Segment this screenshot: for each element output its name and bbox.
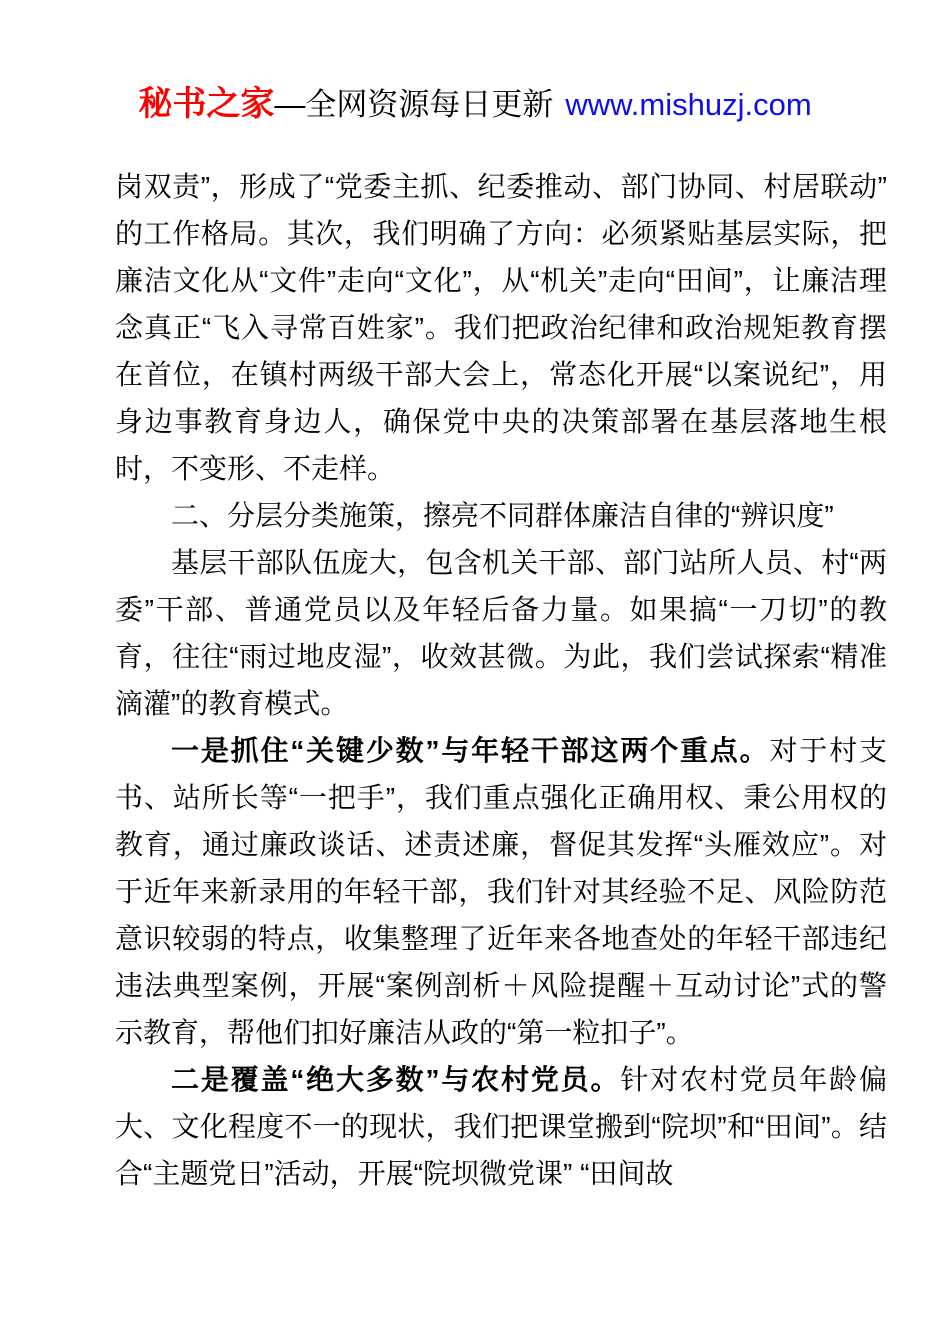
paragraph-text: 岗双责”，形成了“党委主抓、纪委推动、部门协同、村居联动”的工作格局。其次，我们明确了方向：必须紧贴基层实际，把廉洁文化从“文件”走向“文化”，从“机关”走向“田间”，让廉洁理念真正“飞入寻常百姓家”。我们把政治纪律和政治规矩教育摆在首位，在镇村两级干部大会上，常态化开展“以案说纪”，用身边事教育身边人，确保党中央的决策部署在基层落地生根时，不变形、不走样。 [115, 171, 887, 484]
site-brand: 秘书之家 [138, 85, 275, 123]
document-body [115, 163, 887, 1197]
paragraph-text: 基层干部队伍庞大，包含机关干部、部门站所人员、村“两委”干部、普通党员以及年轻后备力量。如果搞“一刀切”的教育，往往“雨过地皮湿”，收效甚微。为此，我们尝试探索“精准滴灌”的教育模式。 [115, 547, 887, 719]
paragraph-point-one [115, 727, 887, 1056]
paragraph-overview [115, 539, 887, 727]
site-tagline: —全网资源每日更新 [274, 87, 554, 122]
paragraph-point-two [115, 1056, 887, 1197]
section-heading-2 [115, 492, 887, 539]
paragraph-bold-lead: 一是抓住“关键少数”与年轻干部这两个重点。 [171, 735, 770, 766]
paragraph-text: 对于村支书、站所长等“一把手”，我们重点强化正确用权、秉公用权的教育，通过廉政谈话、述责述廉，督促其发挥“头雁效应”。对于近年来新录用的年轻干部，我们针对其经验不足、风险防范意识较弱的特点，收集整理了近年来各地查处的年轻干部违纪违法典型案例，开展“案例剖析＋风险提醒＋互动讨论”式的警示教育，帮他们扣好廉洁从政的“第一粒扣子”。 [115, 735, 887, 1048]
paragraph-bold-lead: 二是覆盖“绝大多数”与农村党员。 [171, 1064, 621, 1095]
section-heading-text: 二、分层分类施策，擦亮不同群体廉洁自律的“辨识度” [171, 500, 834, 531]
site-url-link[interactable]: www.mishuzj.com [565, 87, 812, 122]
site-header [0, 84, 950, 125]
paragraph-continuation [115, 163, 887, 492]
paragraph-text: 针对农村党员年龄偏大、文化程度不一的现状，我们把课堂搬到“院坝”和“田间”。结合“主题党日”活动，开展“院坝微党课” “田间故 [115, 1064, 887, 1189]
